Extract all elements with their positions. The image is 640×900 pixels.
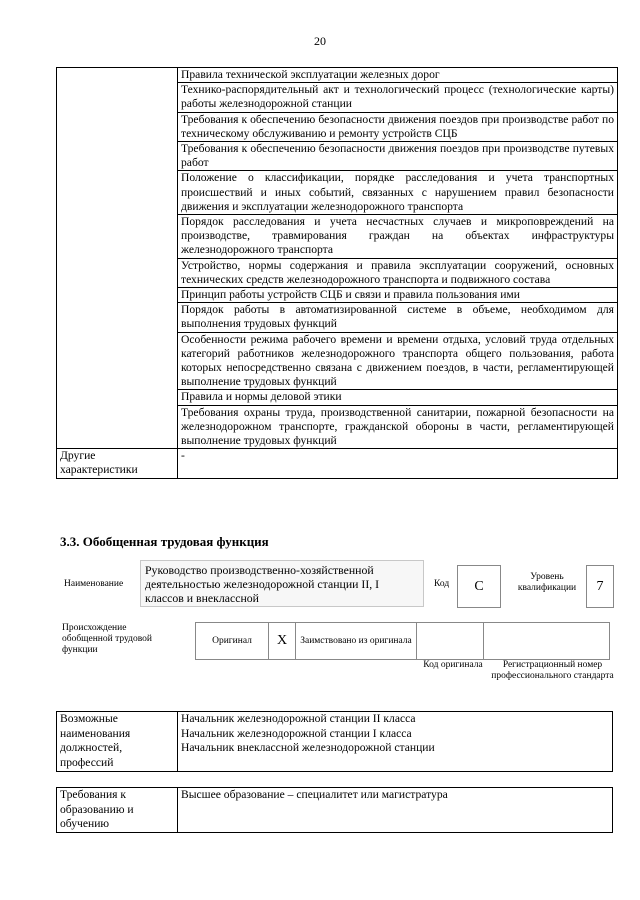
code-label: Код [434,579,450,589]
name-label: Наименование [64,579,124,589]
knowledge-row: Устройство, нормы содержания и правила эксплуатации сооружений, основных технических средств железнодорожного транспорта и подвижного состава [178,258,618,287]
position-item: Начальник железнодорожной станции I класса [181,726,412,740]
origin-table [195,622,610,660]
positions-list [178,712,613,772]
other-characteristics-value: - [178,449,618,478]
qualification-level-label: Уровень квалификации [517,572,577,593]
knowledge-row: Технико-распорядительный акт и технологический процесс (технологические карты) работы железнодорожной станции [178,83,618,112]
original-code-caption: Код оригинала [423,660,483,670]
section-title: 3.3. Обобщенная трудовая функция [60,534,269,549]
other-characteristics-label: Другие характеристики [57,449,178,478]
knowledge-row: Требования охраны труда, производственной санитарии, пожарной безопасности на железнодорожном транспорте, гражданской обороны в части, регламентирующей выполнение трудовых функций [178,405,618,449]
knowledge-row: Принцип работы устройств СЦБ и связи и правила пользования ими [178,288,618,303]
page-number: 20 [314,34,326,48]
education-value: Высшее образование – специалитет или магистратура [178,788,613,833]
positions-table [56,711,613,772]
original-label: Оригинал [196,623,269,660]
knowledge-row: Правила технической эксплуатации железных дорог [178,68,618,83]
knowledge-row: Положение о классификации, порядке расследования и учета транспортных происшествий и иных событий, связанных с нарушением правил безопасности движения и эксплуатации железнодорожного транспорта [178,171,618,215]
knowledge-label-cell [57,68,178,449]
knowledge-row: Правила и нормы деловой этики [178,390,618,405]
registration-number-caption: Регистрационный номер профессионального стандарта [491,660,614,681]
original-mark: X [269,623,296,660]
original-code-cell [417,623,484,660]
positions-label: Возможные наименования должностей, профессий [57,712,178,772]
qualification-level-value: 7 [586,565,614,608]
position-item: Начальник внеклассной железнодорожной станции [181,741,435,754]
code-value: С [457,565,501,608]
education-table [56,787,613,833]
borrowed-label: Заимствовано из оригинала [296,623,417,660]
education-label: Требования к образованию и обучению [57,788,178,833]
position-item: Начальник железнодорожной станции II класса [181,712,416,725]
function-name-field: Руководство производственно-хозяйственной деятельностью железнодорожной станции II, I классов и внеклассной [140,560,424,607]
origin-label: Происхождение обобщенной трудовой функции [62,623,152,655]
knowledge-row: Особенности режима рабочего времени и времени отдыха, условий труда отдельных категорий работников железнодорожного транспорта общего пользования, работа которых непосредственно связана с движением поездов, в части, регламентирующей выполнение трудовых функций [178,332,618,390]
knowledge-row: Требования к обеспечению безопасности движения поездов при производстве путевых работ [178,142,618,171]
knowledge-row: Порядок расследования и учета несчастных случаев и микроповреждений на производстве, травмирования граждан на объектах инфраструктуры железнодорожного транспорта [178,215,618,259]
knowledge-table [56,67,618,479]
knowledge-row: Требования к обеспечению безопасности движения поездов при производстве работ по техническому обслуживанию и ремонту устройств СЦБ [178,112,618,141]
registration-number-cell [484,623,610,660]
knowledge-row: Порядок работы в автоматизированной системе в объеме, необходимом для выполнения трудовых функций [178,303,618,332]
